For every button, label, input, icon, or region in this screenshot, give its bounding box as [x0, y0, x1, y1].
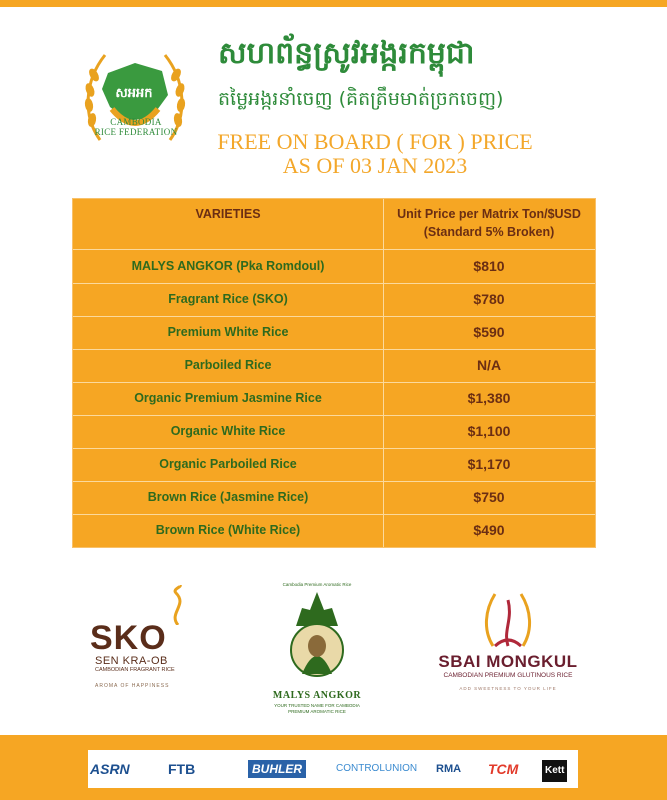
- table-header: [73, 199, 595, 250]
- sko-name: SKO: [90, 619, 167, 657]
- variety-cell: Premium White Rice: [167, 325, 289, 339]
- sbai-tagline: ADD SWEETNESS TO YOUR LIFE: [459, 686, 557, 691]
- malys-subtitle: [262, 703, 372, 715]
- malys-subtitle-line1: YOUR TRUSTED NAME FOR CAMBODIA: [274, 703, 360, 708]
- header-varieties: VARIETIES: [195, 207, 261, 221]
- sko-tagline: AROMA OF HAPPINESS: [95, 683, 170, 689]
- title-khmer: សហព័ន្ធស្រូវអង្ករកម្ពុជា: [218, 36, 475, 71]
- variety-cell: Organic Premium Jasmine Rice: [134, 391, 322, 405]
- angkor-temple-icon: [272, 588, 362, 688]
- price-table: [72, 198, 596, 548]
- variety-cell: Parboiled Rice: [184, 358, 272, 372]
- price-cell: $490: [473, 522, 505, 538]
- table-row: [73, 382, 595, 416]
- table-row: [73, 514, 595, 547]
- variety-cell: MALYS ANGKOR (Pka Romdoul): [131, 259, 325, 273]
- table-row: [73, 316, 595, 350]
- table-row: [73, 349, 595, 383]
- header-unit-price-line2: (Standard 5% Broken): [423, 225, 555, 239]
- price-cell: $810: [473, 258, 505, 274]
- sko-brand-logo: [90, 585, 200, 715]
- sponsor-tcm: TCM: [488, 761, 519, 777]
- table-row: [73, 448, 595, 482]
- price-cell: $780: [473, 291, 505, 307]
- price-date: AS OF 03 JAN 2023: [282, 153, 468, 178]
- malys-arc-text: Cambodia Premium Aromatic Rice: [282, 582, 352, 587]
- price-cell: $590: [473, 324, 505, 340]
- variety-cell: Brown Rice (Jasmine Rice): [147, 490, 309, 504]
- top-accent-bar: [0, 0, 667, 7]
- price-cell: $750: [473, 489, 505, 505]
- logo-emblem-text: សអអក: [115, 86, 153, 101]
- price-cell: $1,170: [467, 456, 511, 472]
- table-row: [73, 283, 595, 317]
- malys-name: MALYS ANGKOR: [272, 690, 362, 701]
- logo-caption: [70, 117, 202, 137]
- table-row: [73, 415, 595, 449]
- sponsor-controlunion: CONTROLUNION: [336, 763, 418, 774]
- header-unit-price-line1: Unit Price per Matrix Ton/$USD: [397, 207, 581, 221]
- variety-cell: Organic Parboiled Rice: [159, 457, 297, 471]
- sponsor-buhler: BUHLER: [248, 760, 306, 778]
- logo-caption-line1: CAMBODIA: [110, 117, 162, 127]
- subtitle-khmer: តម្លៃអង្ករនាំចេញ (គិតត្រឹមមាត់ច្រកចេញ): [218, 88, 504, 110]
- variety-cell: Organic White Rice: [170, 424, 286, 438]
- header-unit-price: [383, 205, 595, 241]
- cambodia-rice-federation-logo: [80, 45, 190, 163]
- fob-price-heading: FREE ON BOARD ( FOR ) PRICE: [217, 129, 533, 154]
- logo-caption-line2: RICE FEDERATION: [94, 127, 178, 137]
- malys-angkor-brand-logo: [262, 580, 372, 720]
- sbai-mongkul-brand-logo: [428, 590, 588, 710]
- sbai-subtitle: CAMBODIAN PREMIUM GLUTINOUS RICE: [443, 672, 573, 679]
- table-row: [73, 250, 595, 284]
- price-cell: $1,100: [467, 423, 511, 439]
- sponsor-strip: [88, 750, 578, 788]
- sponsor-kett: Kett: [542, 760, 567, 782]
- variety-cell: Brown Rice (White Rice): [155, 523, 301, 537]
- sko-subtitle: SEN KRA-OB: [95, 655, 168, 667]
- malys-subtitle-line2: PREMIUM AROMATIC RICE: [288, 709, 346, 714]
- price-cell: $1,380: [467, 390, 511, 406]
- sko-description: CAMBODIAN FRAGRANT RICE: [95, 667, 175, 673]
- sponsor-rma: RMA: [436, 763, 462, 775]
- sbai-name: SBAI MONGKUL: [438, 652, 578, 671]
- sponsor-ftb: FTB: [168, 761, 196, 777]
- variety-cell: Fragrant Rice (SKO): [168, 292, 288, 306]
- price-cell: N/A: [476, 357, 502, 373]
- table-row: [73, 481, 595, 515]
- rice-stalks-icon: [473, 590, 543, 648]
- sponsor-asrn: ASRN: [90, 761, 130, 777]
